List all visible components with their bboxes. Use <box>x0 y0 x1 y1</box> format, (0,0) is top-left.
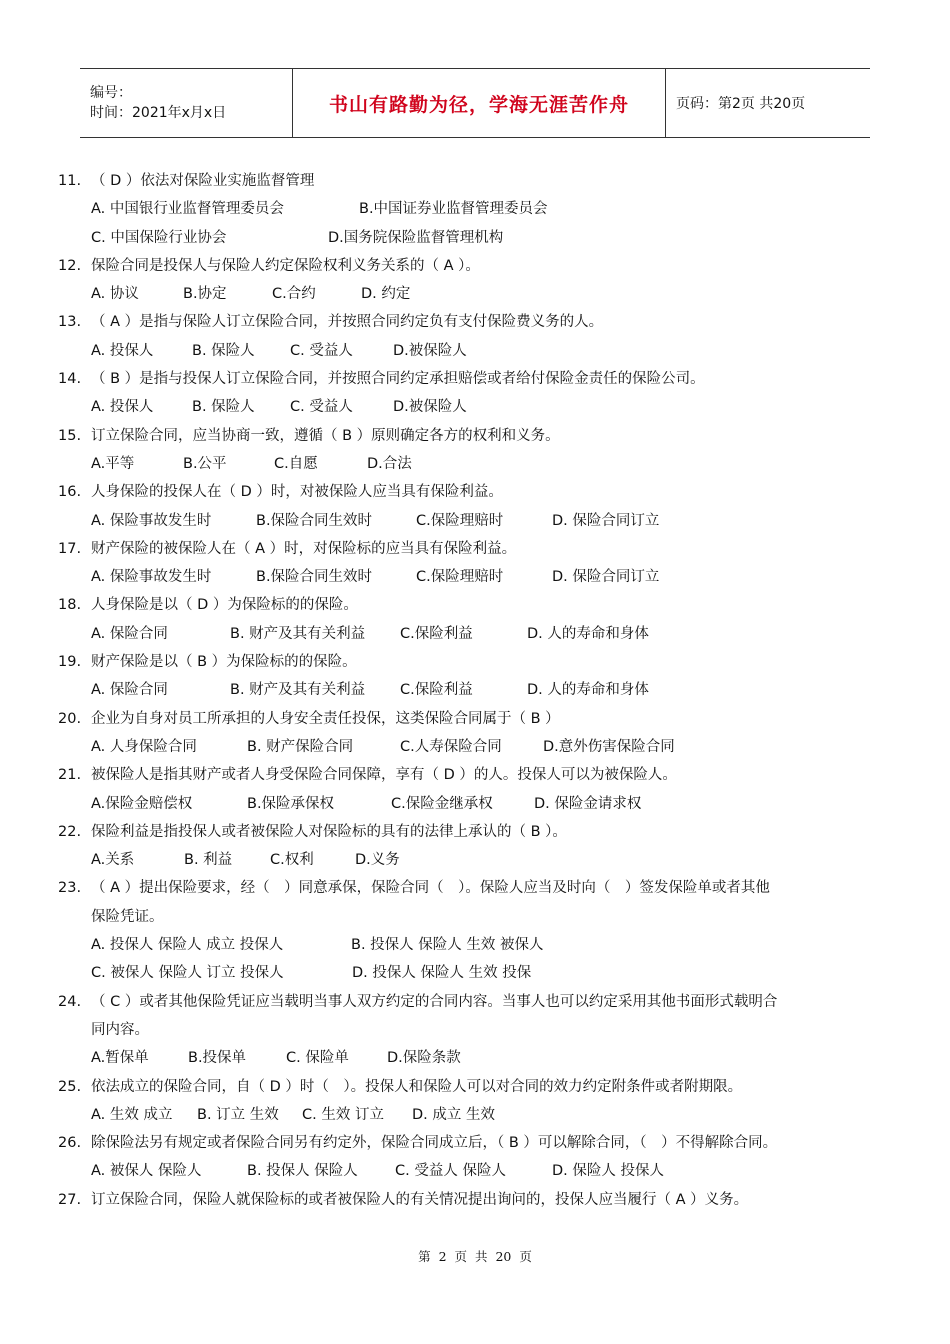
header-motto <box>293 69 666 137</box>
option-d: D.意外伤害保险合同 <box>543 738 675 755</box>
option-row <box>58 337 908 365</box>
option-c: C. 中国保险行业协会 <box>91 229 227 246</box>
question-number: 26. <box>58 1135 82 1152</box>
question-text: 财产保险的被保险人在（ A ）时，对保险标的应当具有保险利益。 <box>91 540 517 557</box>
option-a: A. 人身保险合同 <box>91 738 197 755</box>
question-20 <box>58 705 908 762</box>
question-text: 保险合同是投保人与保险人约定保险权利义务关系的（ A ）。 <box>91 257 480 274</box>
date-label: 时间：2021年x月x日 <box>90 105 227 121</box>
page-footer: 第 2 页 共 20 页 <box>418 1249 532 1264</box>
question-line <box>58 1129 908 1157</box>
option-row <box>58 1044 908 1072</box>
option-c: C.权利 <box>270 852 314 869</box>
question-number: 13. <box>58 314 82 331</box>
option-d: D. 约定 <box>361 286 411 303</box>
question-25 <box>58 1073 908 1130</box>
option-b: B.中国证券业监督管理委员会 <box>359 201 548 218</box>
option-row <box>58 450 908 478</box>
question-22 <box>58 818 908 875</box>
question-number: 20. <box>58 710 82 727</box>
option-row <box>58 1101 908 1129</box>
option-row <box>58 790 908 818</box>
question-line <box>58 705 908 733</box>
question-line <box>58 308 908 336</box>
option-a: A.平等 <box>91 455 135 472</box>
option-row <box>58 620 908 648</box>
option-row <box>58 393 908 421</box>
option-b: B. 财产及其有关利益 <box>230 625 366 642</box>
option-a: A. 保险事故发生时 <box>91 569 212 586</box>
option-a: A. 投保人 <box>91 399 154 416</box>
option-row <box>58 733 908 761</box>
option-a: A. 被保人 保险人 <box>91 1163 202 1180</box>
question-line <box>58 252 908 280</box>
question-text: （ A ）提出保险要求，经（ ）同意承保，保险合同（ ）。保险人应当及时向（ ）签发保险单或者其他 <box>91 880 770 897</box>
option-b: B.保险承保权 <box>247 795 335 812</box>
question-text: （ A ）是指与保险人订立保险合同，并按照合同约定负有支付保险费义务的人。 <box>91 314 604 331</box>
option-b: B. 投保人 保险人 生效 被保人 <box>351 937 544 954</box>
question-number: 16. <box>58 484 82 501</box>
option-a: A. 保险事故发生时 <box>91 512 212 529</box>
question-text: （ D ）依法对保险业实施监督管理 <box>91 173 315 189</box>
question-text: （ B ）是指与投保人订立保险合同，并按照合同约定承担赔偿或者给付保险金责任的保险公司。 <box>91 371 705 388</box>
option-d: D.合法 <box>367 455 412 472</box>
question-text: 企业为自身对员工所承担的人身安全责任投保，这类保险合同属于（ B ） <box>91 710 560 727</box>
option-b: B. 保险人 <box>192 399 255 416</box>
question-line <box>58 591 908 619</box>
question-18 <box>58 591 908 648</box>
question-line <box>58 535 908 563</box>
question-text: 财产保险是以（ B ）为保险标的的保险。 <box>91 654 357 671</box>
question-line <box>58 478 908 506</box>
code-label: 编号： <box>90 85 132 101</box>
option-d: D. 投保人 保险人 生效 投保 <box>352 965 532 982</box>
option-d: D. 保险人 投保人 <box>552 1163 664 1180</box>
option-c: C.保险利益 <box>400 625 473 642</box>
option-c: C. 保险单 <box>286 1050 349 1067</box>
question-number: 22. <box>58 823 82 840</box>
option-row <box>58 846 908 874</box>
question-line <box>58 167 908 195</box>
option-b: B. 利益 <box>184 852 233 869</box>
option-d: D. 人的寿命和身体 <box>527 625 649 642</box>
question-line <box>58 988 908 1016</box>
question-line <box>58 874 908 902</box>
question-17 <box>58 535 908 592</box>
option-b: B. 投保人 保险人 <box>247 1163 358 1180</box>
option-d: D.保险条款 <box>387 1050 461 1067</box>
option-d: D. 人的寿命和身体 <box>527 682 649 699</box>
question-number: 24. <box>58 993 82 1010</box>
option-a: A. 生效 成立 <box>91 1106 173 1123</box>
header-page-info <box>666 69 870 137</box>
option-a: A. 投保人 保险人 成立 投保人 <box>91 937 284 954</box>
option-c: C. 被保人 保险人 订立 投保人 <box>91 965 284 982</box>
question-16 <box>58 478 908 535</box>
question-26 <box>58 1129 908 1186</box>
question-text: 订立保险合同，保险人就保险标的或者被保险人的有关情况提出询问的，投保人应当履行（ A ）义务。 <box>91 1191 749 1208</box>
option-b: B.保险合同生效时 <box>256 512 373 529</box>
question-line <box>58 648 908 676</box>
question-number: 23. <box>58 880 82 897</box>
question-text-continued: 保险凭证。 <box>91 908 164 925</box>
question-line <box>58 1186 908 1214</box>
option-b: B.公平 <box>183 455 227 472</box>
question-13 <box>58 308 908 365</box>
option-c: C.合约 <box>272 286 316 303</box>
question-11 <box>58 167 908 252</box>
option-row <box>58 195 908 223</box>
question-14 <box>58 365 908 422</box>
option-row <box>58 959 908 987</box>
question-line <box>58 365 908 393</box>
option-row <box>58 676 908 704</box>
question-number: 21. <box>58 767 82 784</box>
option-a: A.暂保单 <box>91 1050 149 1067</box>
option-a: A. 保险合同 <box>91 625 168 642</box>
option-d: D. 保险合同订立 <box>552 569 660 586</box>
option-d: D. 成立 生效 <box>412 1106 495 1123</box>
option-d: D.被保险人 <box>393 342 467 359</box>
document-header <box>80 68 870 138</box>
question-text-continued: 同内容。 <box>91 1021 149 1038</box>
option-c: C.保险利益 <box>400 682 473 699</box>
option-b: B.协定 <box>183 286 227 303</box>
question-number: 19. <box>58 654 82 671</box>
option-b: B. 财产及其有关利益 <box>230 682 366 699</box>
question-12 <box>58 252 908 309</box>
option-a: A.保险金赔偿权 <box>91 795 193 812</box>
option-c: C.保险理赔时 <box>416 569 504 586</box>
option-a: A. 投保人 <box>91 342 154 359</box>
question-24 <box>58 988 908 1073</box>
option-a: A.关系 <box>91 852 135 869</box>
question-text: 保险利益是指投保人或者被保险人对保险标的具有的法律上承认的（ B ）。 <box>91 823 567 840</box>
option-c: C.保险金继承权 <box>391 795 493 812</box>
question-line <box>58 1073 908 1101</box>
question-19 <box>58 648 908 705</box>
option-d: D.国务院保险监督管理机构 <box>328 229 504 246</box>
option-c: C. 受益人 <box>290 342 353 359</box>
option-a: A. 中国银行业监督管理委员会 <box>91 201 284 218</box>
question-text: 依法成立的保险合同，自（ D ）时（ ）。投保人和保险人可以对合同的效力约定附条件或者附期限。 <box>91 1078 743 1095</box>
question-23 <box>58 874 908 987</box>
option-b: B.保险合同生效时 <box>256 569 373 586</box>
option-row <box>58 280 908 308</box>
question-list <box>58 167 908 1214</box>
header-meta <box>80 69 293 137</box>
page-info-text: 页码：第2页 共20页 <box>676 96 806 112</box>
option-a: A. 协议 <box>91 286 139 303</box>
question-number: 14. <box>58 371 82 388</box>
question-line <box>58 761 908 789</box>
option-d: D. 保险合同订立 <box>552 512 660 529</box>
option-c: C.人寿保险合同 <box>400 738 502 755</box>
question-text: 人身保险是以（ D ）为保险标的的保险。 <box>91 597 358 614</box>
question-number: 27. <box>58 1191 82 1208</box>
question-text: 人身保险的投保人在（ D ）时，对被保险人应当具有保险利益。 <box>91 484 503 501</box>
option-c: C. 受益人 <box>290 399 353 416</box>
question-line <box>58 422 908 450</box>
option-d: D.被保险人 <box>393 399 467 416</box>
option-c: C. 生效 订立 <box>302 1106 384 1123</box>
option-row <box>58 507 908 535</box>
option-row <box>58 1157 908 1185</box>
option-row <box>58 563 908 591</box>
option-a: A. 保险合同 <box>91 682 168 699</box>
question-15 <box>58 422 908 479</box>
question-line <box>58 818 908 846</box>
option-row <box>58 931 908 959</box>
option-row <box>58 224 908 252</box>
question-number: 25. <box>58 1078 82 1095</box>
motto-text: 书山有路勤为径，学海无涯苦作舟 <box>328 93 629 116</box>
question-number: 12. <box>58 257 82 274</box>
option-c: C. 受益人 保险人 <box>395 1163 506 1180</box>
option-c: C.自愿 <box>274 455 318 472</box>
question-number: 11. <box>58 173 82 189</box>
option-b: B. 财产保险合同 <box>247 738 354 755</box>
question-number: 18. <box>58 597 82 614</box>
option-b: B. 保险人 <box>192 342 255 359</box>
question-number: 15. <box>58 427 82 444</box>
option-c: C.保险理赔时 <box>416 512 504 529</box>
question-text: 订立保险合同，应当协商一致，遵循（ B ）原则确定各方的权利和义务。 <box>91 427 560 444</box>
option-b: B. 订立 生效 <box>197 1106 279 1123</box>
option-d: D.义务 <box>355 852 400 869</box>
question-27 <box>58 1186 908 1214</box>
option-d: D. 保险金请求权 <box>534 795 642 812</box>
question-text: 除保险法另有规定或者保险合同另有约定外，保险合同成立后，（ B ）可以解除合同，（ ）不得解除合同。 <box>91 1135 778 1152</box>
question-21 <box>58 761 908 818</box>
question-number: 17. <box>58 540 82 557</box>
question-text: 被保险人是指其财产或者人身受保险合同保障，享有（ D ）的人。投保人可以为被保险人。 <box>91 767 677 784</box>
option-b: B.投保单 <box>188 1050 247 1067</box>
question-text: （ C ）或者其他保险凭证应当载明当事人双方约定的合同内容。当事人也可以约定采用其他书面形式载明合 <box>91 993 778 1010</box>
